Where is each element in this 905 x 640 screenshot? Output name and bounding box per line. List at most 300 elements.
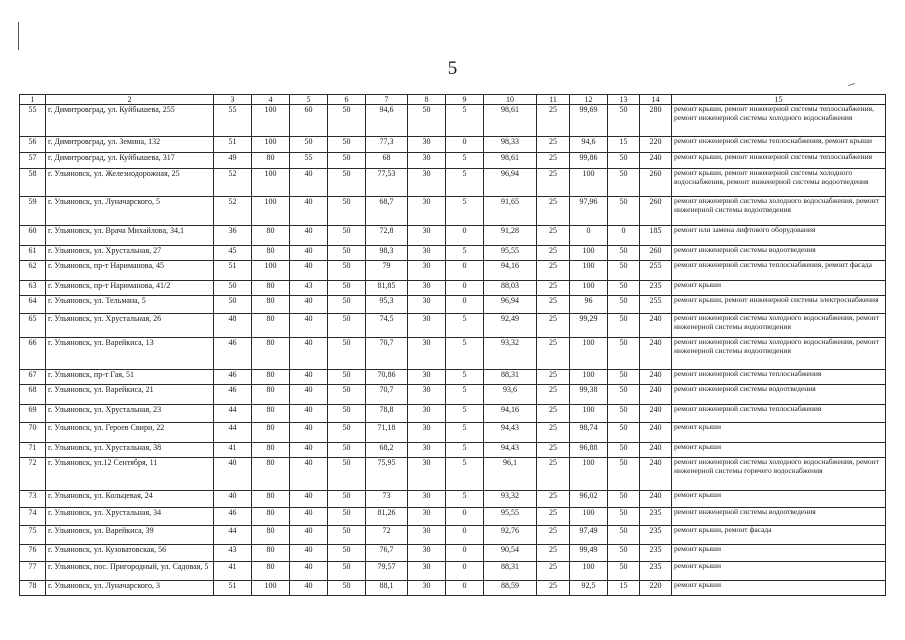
value-cell: 78,8 (366, 405, 408, 423)
value-cell: 185 (640, 226, 672, 246)
value-cell: 40 (290, 508, 328, 526)
row-number-cell: 69 (20, 405, 46, 423)
value-cell: 30 (408, 385, 446, 405)
header-cell: 9 (446, 95, 484, 105)
table-row (20, 458, 886, 491)
value-cell: 80 (252, 545, 290, 562)
value-cell: 50 (328, 423, 366, 443)
value-cell: 51 (214, 581, 252, 596)
value-cell: 30 (408, 281, 446, 296)
value-cell: 25 (537, 137, 570, 153)
work-type-cell: ремонт крыши, ремонт фасада (672, 526, 886, 545)
value-cell: 99,49 (570, 545, 608, 562)
value-cell: 70,7 (366, 385, 408, 405)
value-cell: 15 (608, 137, 640, 153)
value-cell: 30 (408, 562, 446, 581)
value-cell: 50 (328, 153, 366, 169)
value-cell: 51 (214, 261, 252, 281)
value-cell: 100 (570, 458, 608, 491)
value-cell: 98,74 (570, 423, 608, 443)
work-type-cell: ремонт крыши, ремонт инженерной системы теплоснабжения (672, 153, 886, 169)
value-cell: 25 (537, 169, 570, 197)
address-cell: г. Ульяновск, ул. Варейкиса, 13 (46, 338, 214, 370)
value-cell: 25 (537, 405, 570, 423)
value-cell: 50 (328, 137, 366, 153)
value-cell: 100 (252, 137, 290, 153)
header-cell: 5 (290, 95, 328, 105)
value-cell: 40 (290, 581, 328, 596)
page-number: 5 (447, 58, 458, 79)
address-cell: г. Ульяновск, ул. Героев Свири, 22 (46, 423, 214, 443)
value-cell: 100 (570, 338, 608, 370)
value-cell: 30 (408, 508, 446, 526)
value-cell: 50 (328, 226, 366, 246)
address-cell: г. Ульяновск, ул. Хрустальная, 34 (46, 508, 214, 526)
value-cell: 94,6 (366, 105, 408, 137)
table-row (20, 296, 886, 314)
value-cell: 240 (640, 370, 672, 385)
value-cell: 40 (290, 226, 328, 246)
value-cell: 0 (446, 137, 484, 153)
value-cell: 25 (537, 370, 570, 385)
work-type-cell: ремонт или замена лифтового оборудования (672, 226, 886, 246)
work-type-cell: ремонт крыши, ремонт инженерной системы теплоснабжения, ремонт инженерной системы холодного водоснабжения (672, 105, 886, 137)
value-cell: 97,49 (570, 526, 608, 545)
value-cell: 50 (328, 197, 366, 226)
value-cell: 92,49 (484, 314, 537, 338)
value-cell: 96,94 (484, 296, 537, 314)
value-cell: 95,55 (484, 246, 537, 261)
value-cell: 52 (214, 169, 252, 197)
value-cell: 235 (640, 508, 672, 526)
table-row (20, 385, 886, 405)
table-row (20, 405, 886, 423)
value-cell: 93,32 (484, 338, 537, 370)
value-cell: 25 (537, 153, 570, 169)
value-cell: 25 (537, 443, 570, 458)
work-type-cell: ремонт инженерной системы водоотведения (672, 385, 886, 405)
value-cell: 80 (252, 385, 290, 405)
value-cell: 43 (214, 545, 252, 562)
address-cell: г. Ульяновск, ул. Кузоватовская, 56 (46, 545, 214, 562)
table-row (20, 246, 886, 261)
value-cell: 40 (290, 385, 328, 405)
value-cell: 25 (537, 314, 570, 338)
value-cell: 40 (290, 314, 328, 338)
value-cell: 40 (290, 458, 328, 491)
address-cell: г. Ульяновск, ул. Железнодорожная, 25 (46, 169, 214, 197)
row-number-cell: 59 (20, 197, 46, 226)
value-cell: 50 (608, 261, 640, 281)
row-number-cell: 70 (20, 423, 46, 443)
row-number-cell: 67 (20, 370, 46, 385)
table-row (20, 338, 886, 370)
value-cell: 50 (608, 197, 640, 226)
value-cell: 25 (537, 281, 570, 296)
value-cell: 80 (252, 246, 290, 261)
value-cell: 41 (214, 443, 252, 458)
value-cell: 40 (290, 246, 328, 261)
value-cell: 100 (570, 562, 608, 581)
value-cell: 40 (290, 443, 328, 458)
value-cell: 25 (537, 296, 570, 314)
table-row (20, 581, 886, 596)
value-cell: 73 (366, 491, 408, 508)
value-cell: 100 (570, 169, 608, 197)
value-cell: 260 (640, 169, 672, 197)
value-cell: 44 (214, 423, 252, 443)
address-cell: г. Ульяновск, пр-т Гая, 51 (46, 370, 214, 385)
value-cell: 50 (608, 281, 640, 296)
work-type-cell: ремонт инженерной системы теплоснабжения (672, 370, 886, 385)
value-cell: 80 (252, 296, 290, 314)
value-cell: 30 (408, 458, 446, 491)
value-cell: 5 (446, 423, 484, 443)
address-cell: г. Ульяновск, пос. Пригородный, ул. Садовая, 5 (46, 562, 214, 581)
address-cell: г. Димитровград, ул. Куйбышева, 317 (46, 153, 214, 169)
value-cell: 220 (640, 137, 672, 153)
table-row (20, 281, 886, 296)
value-cell: 80 (252, 153, 290, 169)
work-type-cell: ремонт крыши (672, 581, 886, 596)
row-number-cell: 62 (20, 261, 46, 281)
row-number-cell: 75 (20, 526, 46, 545)
value-cell: 50 (328, 581, 366, 596)
value-cell: 96,1 (484, 458, 537, 491)
value-cell: 72 (366, 526, 408, 545)
value-cell: 100 (570, 281, 608, 296)
value-cell: 50 (328, 526, 366, 545)
value-cell: 76,7 (366, 545, 408, 562)
value-cell: 30 (408, 261, 446, 281)
value-cell: 94,16 (484, 261, 537, 281)
value-cell: 0 (446, 508, 484, 526)
work-type-cell: ремонт крыши, ремонт инженерной системы холодного водоснабжения, ремонт инженерной системы водоотведения (672, 169, 886, 197)
row-number-cell: 60 (20, 226, 46, 246)
value-cell: 30 (408, 491, 446, 508)
value-cell: 30 (408, 137, 446, 153)
value-cell: 96,02 (570, 491, 608, 508)
value-cell: 220 (640, 581, 672, 596)
value-cell: 50 (608, 443, 640, 458)
work-type-cell: ремонт инженерной системы теплоснабжения, ремонт фасада (672, 261, 886, 281)
value-cell: 5 (446, 458, 484, 491)
work-type-cell: ремонт крыши (672, 423, 886, 443)
value-cell: 81,26 (366, 508, 408, 526)
value-cell: 100 (570, 246, 608, 261)
value-cell: 5 (446, 105, 484, 137)
value-cell: 50 (608, 423, 640, 443)
value-cell: 260 (640, 246, 672, 261)
value-cell: 100 (252, 105, 290, 137)
row-number-cell: 55 (20, 105, 46, 137)
value-cell: 88,1 (366, 581, 408, 596)
value-cell: 30 (408, 526, 446, 545)
table-row (20, 314, 886, 338)
value-cell: 94,6 (570, 137, 608, 153)
value-cell: 240 (640, 385, 672, 405)
value-cell: 50 (608, 491, 640, 508)
value-cell: 40 (290, 296, 328, 314)
value-cell: 240 (640, 314, 672, 338)
header-cell: 10 (484, 95, 537, 105)
value-cell: 40 (290, 338, 328, 370)
value-cell: 50 (328, 105, 366, 137)
value-cell: 60 (290, 105, 328, 137)
value-cell: 5 (446, 169, 484, 197)
table-row (20, 169, 886, 197)
value-cell: 240 (640, 458, 672, 491)
value-cell: 50 (328, 545, 366, 562)
value-cell: 25 (537, 491, 570, 508)
work-type-cell: ремонт крыши (672, 281, 886, 296)
value-cell: 15 (608, 581, 640, 596)
value-cell: 40 (290, 169, 328, 197)
row-number-cell: 77 (20, 562, 46, 581)
value-cell: 25 (537, 261, 570, 281)
table-row (20, 226, 886, 246)
value-cell: 88,31 (484, 562, 537, 581)
value-cell: 80 (252, 562, 290, 581)
value-cell: 95,3 (366, 296, 408, 314)
value-cell: 25 (537, 385, 570, 405)
value-cell: 50 (608, 246, 640, 261)
value-cell: 40 (290, 491, 328, 508)
value-cell: 40 (214, 458, 252, 491)
value-cell: 80 (252, 405, 290, 423)
address-cell: г. Ульяновск, ул. Варейкиса, 21 (46, 385, 214, 405)
value-cell: 77,3 (366, 137, 408, 153)
value-cell: 25 (537, 562, 570, 581)
value-cell: 43 (290, 281, 328, 296)
address-cell: г. Ульяновск, ул. Хрустальная, 26 (46, 314, 214, 338)
value-cell: 68,7 (366, 197, 408, 226)
value-cell: 98,33 (484, 137, 537, 153)
row-number-cell: 68 (20, 385, 46, 405)
value-cell: 50 (328, 314, 366, 338)
value-cell: 79 (366, 261, 408, 281)
value-cell: 93,6 (484, 385, 537, 405)
value-cell: 40 (290, 423, 328, 443)
value-cell: 77,53 (366, 169, 408, 197)
value-cell: 25 (537, 338, 570, 370)
value-cell: 0 (446, 562, 484, 581)
value-cell: 80 (252, 370, 290, 385)
value-cell: 5 (446, 405, 484, 423)
value-cell: 40 (290, 370, 328, 385)
value-cell: 72,8 (366, 226, 408, 246)
address-cell: г. Ульяновск, ул. Хрустальная, 27 (46, 246, 214, 261)
table-row (20, 423, 886, 443)
value-cell: 49 (214, 153, 252, 169)
header-cell: 12 (570, 95, 608, 105)
value-cell: 235 (640, 545, 672, 562)
value-cell: 100 (252, 197, 290, 226)
value-cell: 40 (290, 261, 328, 281)
value-cell: 74,5 (366, 314, 408, 338)
value-cell: 25 (537, 197, 570, 226)
value-cell: 55 (290, 153, 328, 169)
value-cell: 25 (537, 526, 570, 545)
row-number-cell: 72 (20, 458, 46, 491)
value-cell: 5 (446, 443, 484, 458)
value-cell: 40 (214, 491, 252, 508)
value-cell: 50 (608, 296, 640, 314)
value-cell: 5 (446, 338, 484, 370)
value-cell: 25 (537, 458, 570, 491)
value-cell: 235 (640, 562, 672, 581)
value-cell: 50 (608, 370, 640, 385)
value-cell: 98,61 (484, 153, 537, 169)
value-cell: 5 (446, 153, 484, 169)
header-cell: 3 (214, 95, 252, 105)
value-cell: 25 (537, 105, 570, 137)
value-cell: 88,59 (484, 581, 537, 596)
value-cell: 50 (214, 281, 252, 296)
value-cell: 95,55 (484, 508, 537, 526)
table-row (20, 508, 886, 526)
value-cell: 50 (608, 314, 640, 338)
scan-dash-mark (848, 83, 855, 86)
value-cell: 48 (214, 314, 252, 338)
row-number-cell: 58 (20, 169, 46, 197)
value-cell: 50 (608, 562, 640, 581)
value-cell: 68 (366, 153, 408, 169)
header-cell: 8 (408, 95, 446, 105)
value-cell: 50 (408, 105, 446, 137)
table-row (20, 153, 886, 169)
value-cell: 30 (408, 197, 446, 226)
value-cell: 71,18 (366, 423, 408, 443)
value-cell: 50 (328, 370, 366, 385)
value-cell: 100 (570, 261, 608, 281)
value-cell: 90,54 (484, 545, 537, 562)
value-cell: 0 (446, 526, 484, 545)
header-row (20, 95, 886, 105)
address-cell: г. Димитровград, ул. Куйбышева, 255 (46, 105, 214, 137)
value-cell: 50 (328, 491, 366, 508)
value-cell: 30 (408, 423, 446, 443)
work-type-cell: ремонт инженерной системы теплоснабжения (672, 405, 886, 423)
header-cell: 2 (46, 95, 214, 105)
value-cell: 5 (446, 246, 484, 261)
row-number-cell: 74 (20, 508, 46, 526)
value-cell: 99,38 (570, 385, 608, 405)
value-cell: 45 (214, 246, 252, 261)
value-cell: 0 (446, 261, 484, 281)
value-cell: 50 (608, 338, 640, 370)
value-cell: 79,57 (366, 562, 408, 581)
value-cell: 80 (252, 491, 290, 508)
value-cell: 30 (408, 545, 446, 562)
value-cell: 100 (570, 370, 608, 385)
value-cell: 0 (446, 296, 484, 314)
value-cell: 235 (640, 526, 672, 545)
value-cell: 25 (537, 508, 570, 526)
header-cell: 7 (366, 95, 408, 105)
value-cell: 25 (537, 226, 570, 246)
value-cell: 50 (328, 246, 366, 261)
work-type-cell: ремонт инженерной системы водоотведения (672, 246, 886, 261)
value-cell: 99,69 (570, 105, 608, 137)
address-cell: г. Ульяновск, ул. Хрустальная, 38 (46, 443, 214, 458)
value-cell: 52 (214, 197, 252, 226)
value-cell: 30 (408, 169, 446, 197)
scan-edge-mark (18, 22, 19, 50)
value-cell: 40 (290, 526, 328, 545)
row-number-cell: 71 (20, 443, 46, 458)
work-type-cell: ремонт инженерной системы холодного водоснабжения, ремонт инженерной системы водоотведения (672, 314, 886, 338)
value-cell: 50 (328, 261, 366, 281)
value-cell: 100 (252, 169, 290, 197)
value-cell: 94,43 (484, 443, 537, 458)
value-cell: 50 (608, 169, 640, 197)
value-cell: 68,2 (366, 443, 408, 458)
header-cell: 13 (608, 95, 640, 105)
value-cell: 80 (252, 458, 290, 491)
value-cell: 75,95 (366, 458, 408, 491)
work-type-cell: ремонт инженерной системы холодного водоснабжения, ремонт инженерной системы водоотведения (672, 197, 886, 226)
value-cell: 70,86 (366, 370, 408, 385)
value-cell: 30 (408, 226, 446, 246)
value-cell: 80 (252, 338, 290, 370)
value-cell: 50 (608, 508, 640, 526)
value-cell: 44 (214, 526, 252, 545)
value-cell: 0 (446, 281, 484, 296)
value-cell: 50 (608, 385, 640, 405)
value-cell: 94,16 (484, 405, 537, 423)
value-cell: 240 (640, 338, 672, 370)
value-cell: 30 (408, 296, 446, 314)
value-cell: 50 (608, 153, 640, 169)
value-cell: 30 (408, 314, 446, 338)
value-cell: 44 (214, 405, 252, 423)
work-type-cell: ремонт крыши (672, 562, 886, 581)
table-row (20, 491, 886, 508)
value-cell: 41 (214, 562, 252, 581)
value-cell: 50 (608, 458, 640, 491)
value-cell: 51 (214, 137, 252, 153)
value-cell: 70,7 (366, 338, 408, 370)
address-cell: г. Ульяновск, ул. Кольцевая, 24 (46, 491, 214, 508)
header-cell: 4 (252, 95, 290, 105)
value-cell: 30 (408, 338, 446, 370)
value-cell: 80 (252, 281, 290, 296)
value-cell: 5 (446, 197, 484, 226)
value-cell: 30 (408, 405, 446, 423)
value-cell: 50 (328, 508, 366, 526)
header-cell: 14 (640, 95, 672, 105)
address-cell: г. Ульяновск, пр-т Нариманова, 41/2 (46, 281, 214, 296)
table-row (20, 137, 886, 153)
value-cell: 30 (408, 443, 446, 458)
value-cell: 240 (640, 443, 672, 458)
header-cell: 15 (672, 95, 886, 105)
address-cell: г. Ульяновск, ул. Врача Михайлова, 34,1 (46, 226, 214, 246)
value-cell: 92,5 (570, 581, 608, 596)
work-type-cell: ремонт крыши (672, 443, 886, 458)
value-cell: 50 (328, 405, 366, 423)
value-cell: 50 (328, 562, 366, 581)
value-cell: 0 (446, 581, 484, 596)
value-cell: 50 (328, 296, 366, 314)
value-cell: 36 (214, 226, 252, 246)
row-number-cell: 76 (20, 545, 46, 562)
value-cell: 50 (328, 385, 366, 405)
value-cell: 30 (408, 581, 446, 596)
table-row (20, 545, 886, 562)
value-cell: 280 (640, 105, 672, 137)
